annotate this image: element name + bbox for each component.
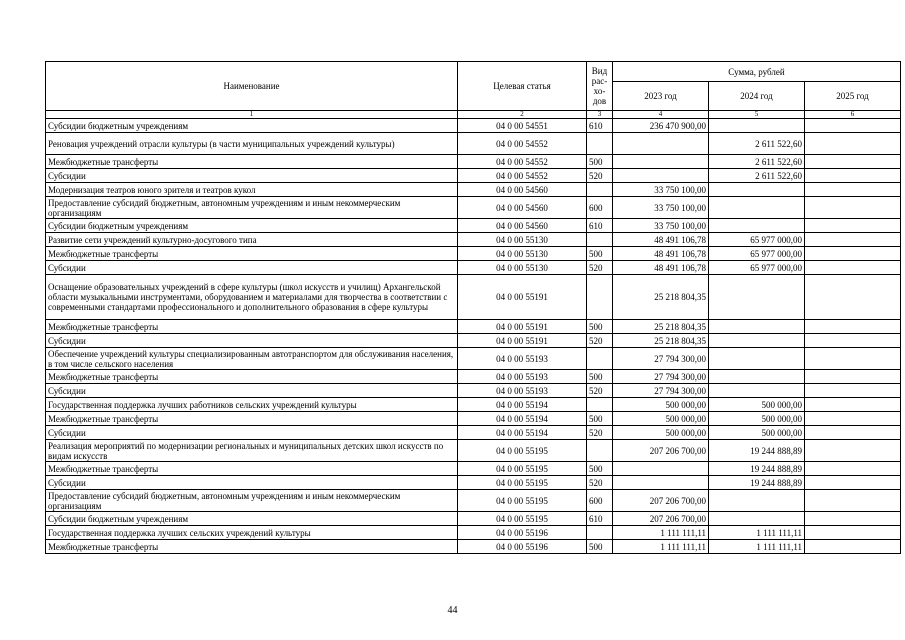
cell-sum-2023: 27 794 300,00 (613, 348, 709, 370)
table-row (46, 334, 901, 348)
cell-expense-type: 500 (587, 155, 613, 169)
cell-sum-2023: 27 794 300,00 (613, 370, 709, 384)
cell-target-article: 04 0 00 55196 (458, 540, 587, 554)
cell-sum-2024: 65 977 000,00 (709, 261, 805, 275)
cell-sum-2024: 19 244 888,89 (709, 462, 805, 476)
table-row (46, 169, 901, 183)
cell-sum-2025 (805, 440, 901, 462)
cell-sum-2025 (805, 526, 901, 540)
cell-name: Межбюджетные трансферты (46, 247, 458, 261)
cell-sum-2025 (805, 370, 901, 384)
cell-name: Реализация мероприятий по модернизации региональных и муниципальных детских школ искусств по видам искусств (46, 440, 458, 462)
budget-table (45, 61, 901, 554)
cell-sum-2025 (805, 133, 901, 155)
header-expense-type (587, 62, 613, 111)
cell-name: Субсидии (46, 384, 458, 398)
cell-target-article: 04 0 00 54552 (458, 155, 587, 169)
cell-name: Обеспечение учреждений культуры специализированным автотранспортом для обслуживания населения, в том числе сельского населения (46, 348, 458, 370)
cell-sum-2024: 500 000,00 (709, 398, 805, 412)
table-row (46, 476, 901, 490)
cell-name: Межбюджетные трансферты (46, 412, 458, 426)
table-row (46, 275, 901, 320)
cell-name: Развитие сети учреждений культурно-досугового типа (46, 233, 458, 247)
cell-name: Предоставление субсидий бюджетным, автономным учреждениям и иным некоммерческим организациям (46, 490, 458, 512)
cell-sum-2024: 65 977 000,00 (709, 247, 805, 261)
cell-target-article: 04 0 00 55195 (458, 490, 587, 512)
header-expense-type-line: хо- (593, 86, 606, 96)
cell-name: Межбюджетные трансферты (46, 540, 458, 554)
cell-expense-type: 600 (587, 490, 613, 512)
cell-target-article: 04 0 00 54551 (458, 119, 587, 133)
header-expense-type-line: дов (592, 96, 607, 106)
cell-sum-2024: 19 244 888,89 (709, 440, 805, 462)
cell-sum-2023: 48 491 106,78 (613, 247, 709, 261)
cell-sum-2023: 25 218 804,35 (613, 275, 709, 320)
cell-sum-2024 (709, 370, 805, 384)
cell-expense-type: 520 (587, 169, 613, 183)
cell-expense-type (587, 275, 613, 320)
cell-name: Субсидии бюджетным учреждениям (46, 119, 458, 133)
table-row (46, 398, 901, 412)
cell-target-article: 04 0 00 54560 (458, 219, 587, 233)
column-numbers-row (46, 111, 901, 119)
cell-sum-2025 (805, 169, 901, 183)
cell-target-article: 04 0 00 54560 (458, 197, 587, 219)
cell-sum-2025 (805, 320, 901, 334)
cell-name: Субсидии (46, 426, 458, 440)
column-number: 3 (587, 111, 613, 119)
cell-sum-2024 (709, 348, 805, 370)
cell-name: Межбюджетные трансферты (46, 320, 458, 334)
cell-expense-type (587, 233, 613, 247)
cell-sum-2025 (805, 247, 901, 261)
cell-sum-2024: 500 000,00 (709, 412, 805, 426)
cell-target-article: 04 0 00 55195 (458, 476, 587, 490)
cell-name: Межбюджетные трансферты (46, 155, 458, 169)
cell-sum-2025 (805, 219, 901, 233)
cell-sum-2025 (805, 476, 901, 490)
cell-target-article: 04 0 00 55194 (458, 412, 587, 426)
table-row (46, 348, 901, 370)
cell-name: Модернизация театров юного зрителя и театров кукол (46, 183, 458, 197)
cell-sum-2025 (805, 348, 901, 370)
cell-target-article: 04 0 00 55195 (458, 440, 587, 462)
cell-sum-2025 (805, 261, 901, 275)
cell-expense-type: 610 (587, 512, 613, 526)
cell-sum-2023: 207 206 700,00 (613, 440, 709, 462)
cell-sum-2024: 1 111 111,11 (709, 540, 805, 554)
cell-sum-2025 (805, 512, 901, 526)
column-number: 2 (458, 111, 587, 119)
cell-sum-2023 (613, 476, 709, 490)
cell-sum-2024 (709, 183, 805, 197)
cell-name: Реновация учреждений отрасли культуры (в части муниципальных учреждений культуры) (46, 133, 458, 155)
column-number: 1 (46, 111, 458, 119)
cell-name: Государственная поддержка лучших сельских учреждений культуры (46, 526, 458, 540)
cell-expense-type (587, 398, 613, 412)
header-expense-type-line: рас- (591, 76, 608, 86)
cell-target-article: 04 0 00 54560 (458, 183, 587, 197)
cell-target-article: 04 0 00 55193 (458, 384, 587, 398)
table-row (46, 512, 901, 526)
cell-target-article: 04 0 00 55194 (458, 398, 587, 412)
cell-sum-2023: 207 206 700,00 (613, 512, 709, 526)
table-row (46, 440, 901, 462)
cell-sum-2024: 1 111 111,11 (709, 526, 805, 540)
cell-sum-2024 (709, 219, 805, 233)
cell-sum-2023: 33 750 100,00 (613, 183, 709, 197)
cell-sum-2025 (805, 426, 901, 440)
cell-sum-2024: 500 000,00 (709, 426, 805, 440)
header-year-2024: 2024 год (709, 82, 805, 111)
cell-sum-2023: 236 470 900,00 (613, 119, 709, 133)
cell-sum-2025 (805, 490, 901, 512)
cell-sum-2024: 65 977 000,00 (709, 233, 805, 247)
cell-target-article: 04 0 00 55193 (458, 370, 587, 384)
cell-target-article: 04 0 00 55191 (458, 320, 587, 334)
cell-sum-2025 (805, 275, 901, 320)
cell-sum-2024 (709, 320, 805, 334)
cell-sum-2023: 48 491 106,78 (613, 261, 709, 275)
cell-sum-2023: 500 000,00 (613, 426, 709, 440)
cell-target-article: 04 0 00 55193 (458, 348, 587, 370)
cell-target-article: 04 0 00 55195 (458, 462, 587, 476)
table-row (46, 119, 901, 133)
cell-sum-2025 (805, 540, 901, 554)
cell-expense-type: 600 (587, 197, 613, 219)
cell-name: Субсидии бюджетным учреждениям (46, 512, 458, 526)
cell-name: Государственная поддержка лучших работников сельских учреждений культуры (46, 398, 458, 412)
table-row (46, 155, 901, 169)
column-number: 6 (805, 111, 901, 119)
cell-sum-2025 (805, 334, 901, 348)
cell-expense-type (587, 526, 613, 540)
cell-expense-type (587, 348, 613, 370)
cell-sum-2023 (613, 133, 709, 155)
cell-sum-2023: 25 218 804,35 (613, 334, 709, 348)
cell-sum-2025 (805, 398, 901, 412)
cell-sum-2024: 2 611 522,60 (709, 133, 805, 155)
cell-sum-2023: 33 750 100,00 (613, 197, 709, 219)
table-row (46, 426, 901, 440)
cell-expense-type: 500 (587, 412, 613, 426)
cell-expense-type: 520 (587, 384, 613, 398)
cell-expense-type (587, 183, 613, 197)
cell-expense-type: 520 (587, 334, 613, 348)
page-number: 44 (447, 605, 458, 616)
header-year-2023: 2023 год (613, 82, 709, 111)
cell-sum-2023: 500 000,00 (613, 412, 709, 426)
cell-sum-2024: 2 611 522,60 (709, 155, 805, 169)
cell-sum-2025 (805, 384, 901, 398)
cell-target-article: 04 0 00 55194 (458, 426, 587, 440)
table-row (46, 370, 901, 384)
cell-sum-2025 (805, 155, 901, 169)
header-year-2025: 2025 год (805, 82, 901, 111)
cell-sum-2024 (709, 384, 805, 398)
cell-sum-2023: 27 794 300,00 (613, 384, 709, 398)
cell-sum-2023: 33 750 100,00 (613, 219, 709, 233)
table-row (46, 384, 901, 398)
cell-sum-2023: 25 218 804,35 (613, 320, 709, 334)
cell-expense-type (587, 133, 613, 155)
table-row (46, 412, 901, 426)
column-number: 4 (613, 111, 709, 119)
cell-name: Межбюджетные трансферты (46, 370, 458, 384)
cell-sum-2025 (805, 412, 901, 426)
cell-sum-2025 (805, 183, 901, 197)
cell-name: Субсидии бюджетным учреждениям (46, 219, 458, 233)
cell-sum-2025 (805, 233, 901, 247)
cell-name: Оснащение образовательных учреждений в сфере культуры (школ искусств и училищ) Архангельской области музыкальными инструментами, оборудованием и материалами для творчества в соответствии с современными стандартами профессионального и дополнительного образования в сфере культуры (46, 275, 458, 320)
cell-expense-type: 500 (587, 370, 613, 384)
table-body (46, 119, 901, 554)
cell-target-article: 04 0 00 55196 (458, 526, 587, 540)
header-sum: Сумма, рублей (613, 62, 901, 82)
cell-sum-2024: 2 611 522,60 (709, 169, 805, 183)
cell-sum-2023 (613, 169, 709, 183)
cell-sum-2025 (805, 119, 901, 133)
cell-sum-2024 (709, 197, 805, 219)
cell-name: Субсидии (46, 169, 458, 183)
cell-target-article: 04 0 00 55130 (458, 247, 587, 261)
cell-target-article: 04 0 00 55195 (458, 512, 587, 526)
cell-sum-2023 (613, 155, 709, 169)
cell-target-article: 04 0 00 54552 (458, 133, 587, 155)
cell-name: Субсидии (46, 261, 458, 275)
cell-name: Субсидии (46, 334, 458, 348)
cell-sum-2023: 1 111 111,11 (613, 540, 709, 554)
table-row (46, 462, 901, 476)
table-row (46, 320, 901, 334)
cell-sum-2024 (709, 275, 805, 320)
cell-sum-2023: 207 206 700,00 (613, 490, 709, 512)
table-row (46, 261, 901, 275)
table-row (46, 133, 901, 155)
cell-sum-2024 (709, 512, 805, 526)
cell-name: Предоставление субсидий бюджетным, автономным учреждениям и иным некоммерческим организациям (46, 197, 458, 219)
cell-sum-2023: 1 111 111,11 (613, 526, 709, 540)
table-row (46, 490, 901, 512)
cell-expense-type: 520 (587, 426, 613, 440)
cell-expense-type: 610 (587, 119, 613, 133)
header-target-article: Целевая статья (458, 62, 587, 111)
cell-name: Межбюджетные трансферты (46, 462, 458, 476)
cell-target-article: 04 0 00 55191 (458, 334, 587, 348)
header-name: Наименование (46, 62, 458, 111)
cell-expense-type: 500 (587, 247, 613, 261)
cell-expense-type: 500 (587, 462, 613, 476)
cell-sum-2024: 19 244 888,89 (709, 476, 805, 490)
table-row (46, 219, 901, 233)
cell-sum-2023: 48 491 106,78 (613, 233, 709, 247)
cell-target-article: 04 0 00 54552 (458, 169, 587, 183)
cell-sum-2024 (709, 334, 805, 348)
cell-sum-2023 (613, 462, 709, 476)
column-number: 5 (709, 111, 805, 119)
cell-name: Субсидии (46, 476, 458, 490)
cell-sum-2025 (805, 462, 901, 476)
cell-sum-2024 (709, 490, 805, 512)
cell-expense-type: 610 (587, 219, 613, 233)
cell-expense-type: 500 (587, 320, 613, 334)
cell-expense-type: 520 (587, 261, 613, 275)
cell-expense-type: 520 (587, 476, 613, 490)
table-row (46, 247, 901, 261)
cell-expense-type (587, 440, 613, 462)
table-row (46, 197, 901, 219)
table-row (46, 526, 901, 540)
table-row (46, 233, 901, 247)
cell-sum-2024 (709, 119, 805, 133)
table-row (46, 183, 901, 197)
cell-sum-2023: 500 000,00 (613, 398, 709, 412)
cell-expense-type: 500 (587, 540, 613, 554)
header-expense-type-line: Вид (591, 66, 608, 76)
cell-target-article: 04 0 00 55130 (458, 233, 587, 247)
table-row (46, 540, 901, 554)
cell-target-article: 04 0 00 55130 (458, 261, 587, 275)
cell-target-article: 04 0 00 55191 (458, 275, 587, 320)
cell-sum-2025 (805, 197, 901, 219)
